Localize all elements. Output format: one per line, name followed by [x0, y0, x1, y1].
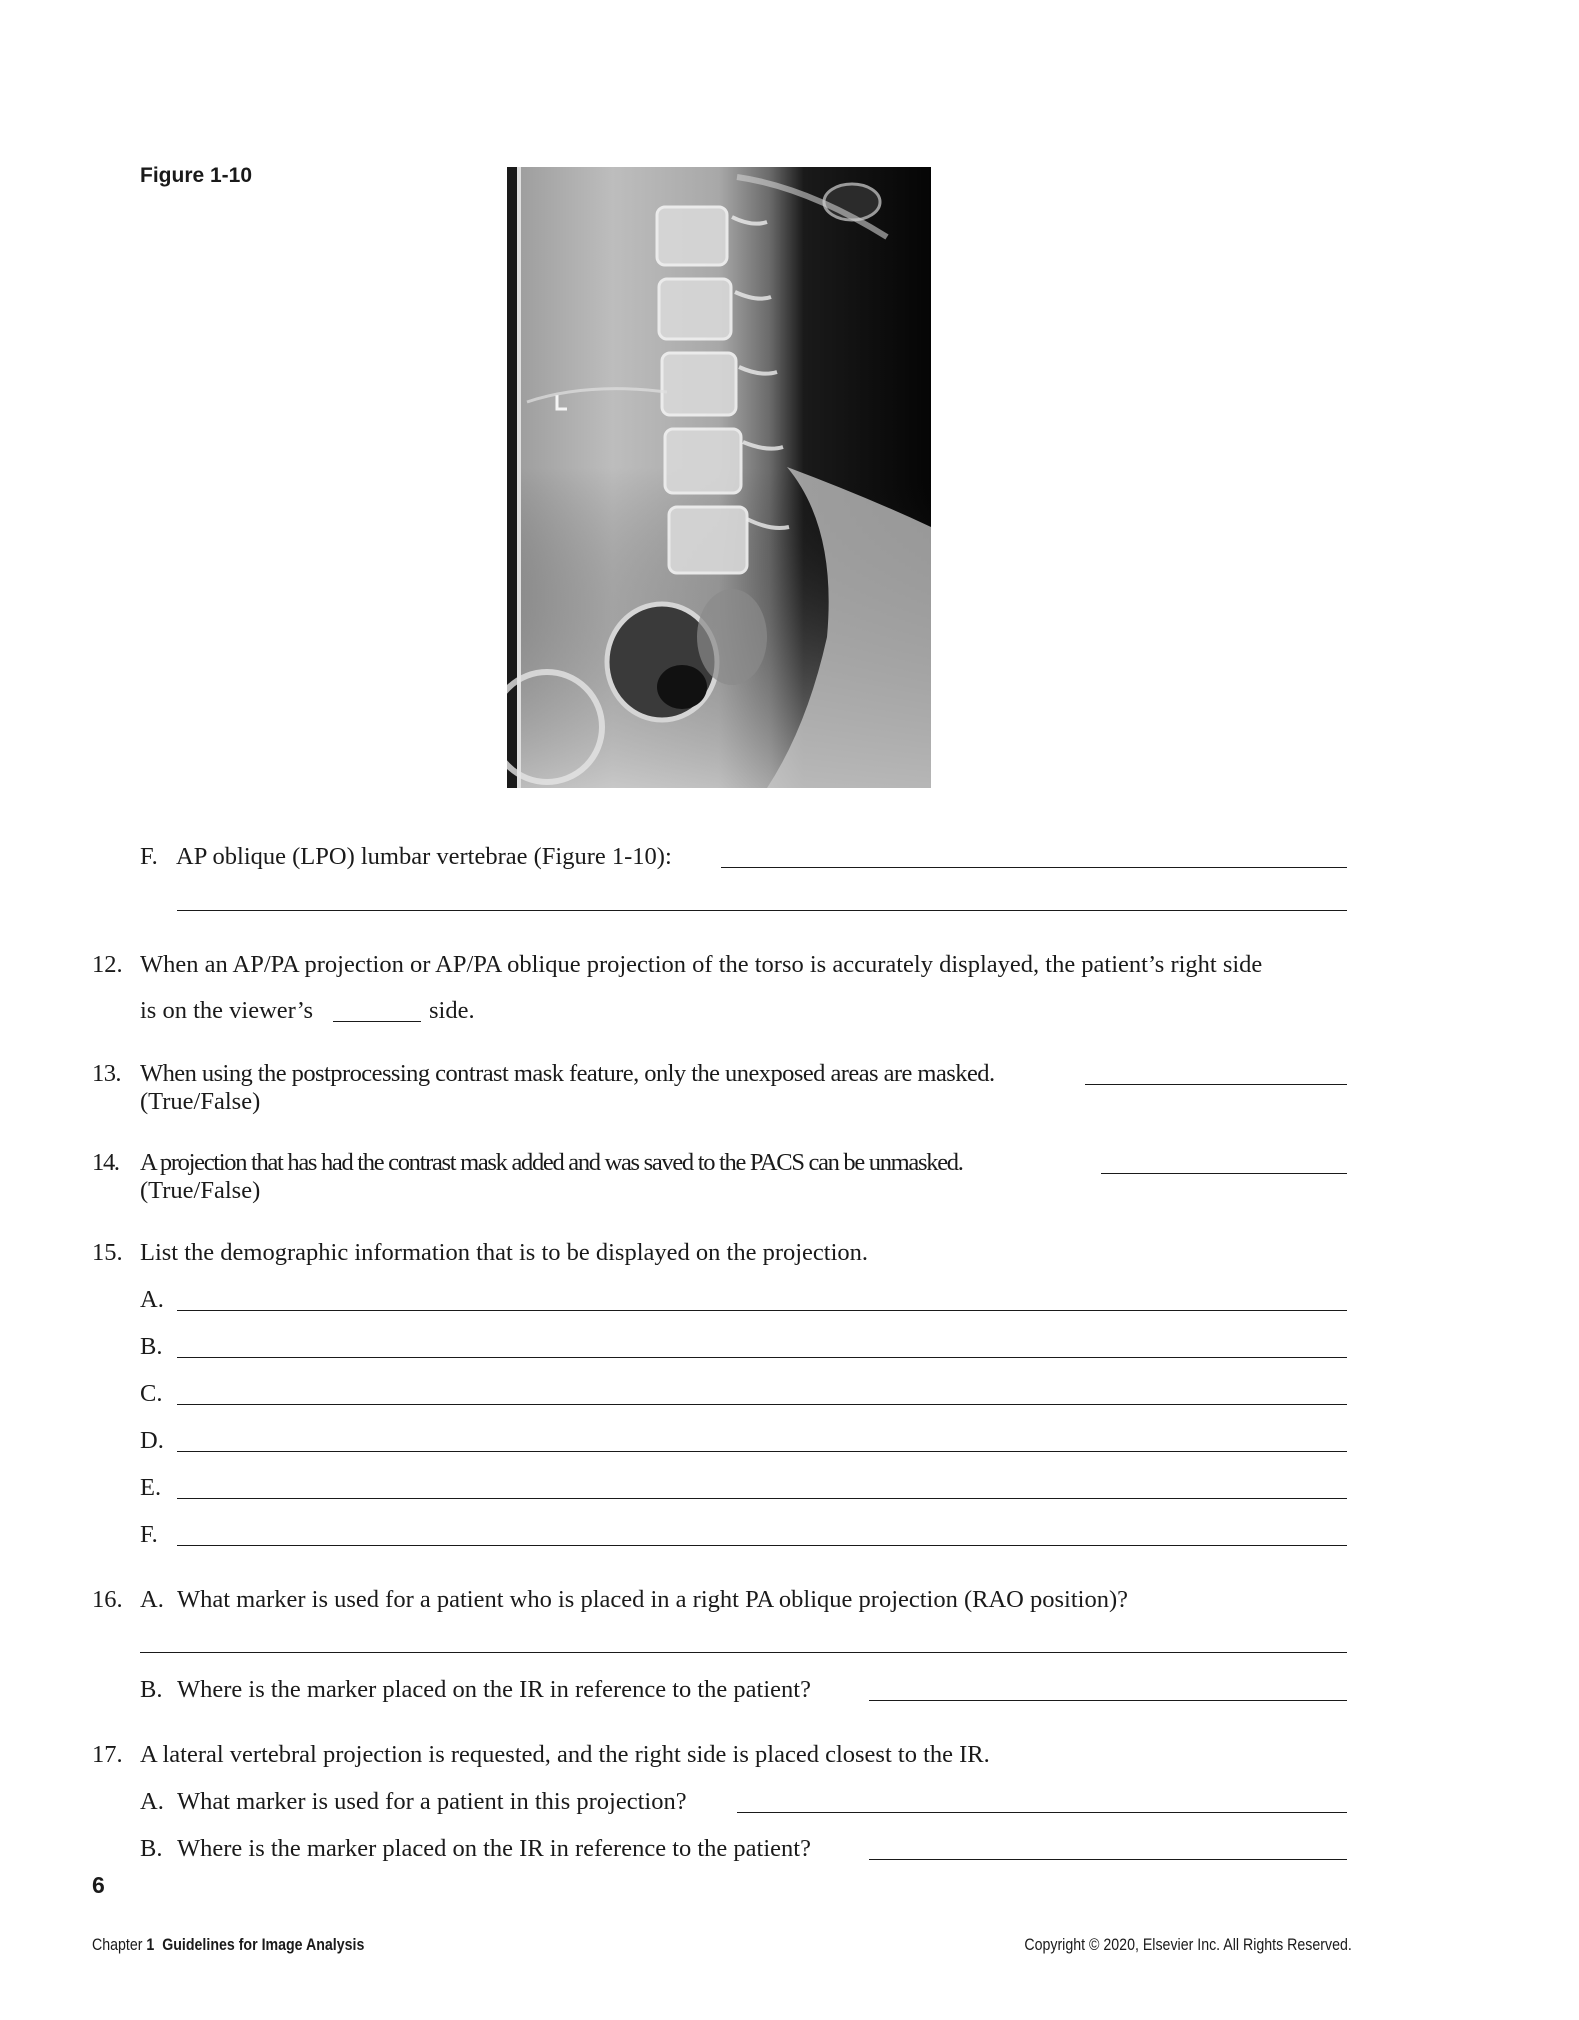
- answer-line-11f-1[interactable]: [721, 867, 1347, 868]
- list-15-letter-c: C.: [140, 1380, 163, 1407]
- xray-image: [507, 167, 931, 788]
- question-16a-text: What marker is used for a patient who is placed in a right PA oblique projection (RAO position)?: [177, 1586, 1128, 1613]
- question-17-number: 17.: [92, 1741, 123, 1768]
- answer-line-11f-2[interactable]: [177, 910, 1347, 911]
- question-17-text: A lateral vertebral projection is requested, and the right side is placed closest to the IR.: [140, 1741, 990, 1768]
- footer-copyright: Copyright © 2020, Elsevier Inc. All Rights Reserved.: [1024, 1936, 1352, 1954]
- question-12-text-end: side.: [429, 997, 475, 1024]
- answer-line-17a[interactable]: [737, 1812, 1347, 1813]
- question-14-hint: (True/False): [140, 1177, 261, 1204]
- question-15-text: List the demographic information that is to be displayed on the projection.: [140, 1239, 869, 1266]
- list-15-letter-e: E.: [140, 1474, 162, 1501]
- list-15-letter-d: D.: [140, 1427, 164, 1454]
- list-15-letter-b: B.: [140, 1333, 163, 1360]
- question-17a-letter: A.: [140, 1788, 164, 1815]
- answer-line-15d[interactable]: [177, 1451, 1347, 1452]
- question-17b-text: Where is the marker placed on the IR in reference to the patient?: [177, 1835, 811, 1862]
- question-16b-letter: B.: [140, 1676, 163, 1703]
- question-12-number: 12.: [92, 951, 123, 978]
- answer-line-16a[interactable]: [140, 1652, 1347, 1653]
- answer-line-16b[interactable]: [869, 1700, 1347, 1701]
- question-13-hint: (True/False): [140, 1088, 261, 1115]
- answer-line-13[interactable]: [1085, 1084, 1347, 1085]
- figure-caption: Figure 1-10: [140, 164, 253, 187]
- question-16-number: 16.: [92, 1586, 123, 1613]
- answer-line-15c[interactable]: [177, 1404, 1347, 1405]
- xray-illustration: [507, 167, 931, 788]
- question-14-text: A projection that has had the contrast mask added and was saved to the PACS can be unmasked.: [140, 1149, 963, 1176]
- answer-line-17b[interactable]: [869, 1859, 1347, 1860]
- question-16b-text: Where is the marker placed on the IR in reference to the patient?: [177, 1676, 811, 1703]
- answer-line-12[interactable]: [333, 1021, 421, 1022]
- footer-chapter-prefix: Chapter: [92, 1936, 143, 1954]
- question-13-text: When using the postprocessing contrast mask feature, only the unexposed areas are masked.: [140, 1060, 995, 1087]
- question-12-text-cont: is on the viewer’s: [140, 997, 314, 1024]
- question-17b-letter: B.: [140, 1835, 163, 1862]
- item-11f-text: AP oblique (LPO) lumbar vertebrae (Figure 1-10):: [176, 843, 672, 870]
- footer-chapter: [92, 1936, 364, 1955]
- answer-line-15b[interactable]: [177, 1357, 1347, 1358]
- page-number: 6: [92, 1872, 105, 1898]
- question-13-number: 13.: [92, 1060, 121, 1087]
- answer-line-15f[interactable]: [177, 1545, 1347, 1546]
- answer-line-15a[interactable]: [177, 1310, 1347, 1311]
- list-15-letter-a: A.: [140, 1286, 164, 1313]
- footer-chapter-number: 1: [146, 1936, 155, 1954]
- question-17a-text: What marker is used for a patient in this projection?: [177, 1788, 687, 1815]
- question-15-number: 15.: [92, 1239, 123, 1266]
- item-11f-letter: F.: [140, 843, 158, 870]
- footer-chapter-title: Guidelines for Image Analysis: [162, 1936, 365, 1954]
- question-12-text: When an AP/PA projection or AP/PA oblique projection of the torso is accurately displayed, the patient’s right side: [140, 951, 1263, 978]
- answer-line-15e[interactable]: [177, 1498, 1347, 1499]
- question-14-number: 14.: [92, 1149, 119, 1176]
- list-15-letter-f: F.: [140, 1521, 158, 1548]
- question-16a-letter: A.: [140, 1586, 164, 1613]
- answer-line-14[interactable]: [1101, 1173, 1347, 1174]
